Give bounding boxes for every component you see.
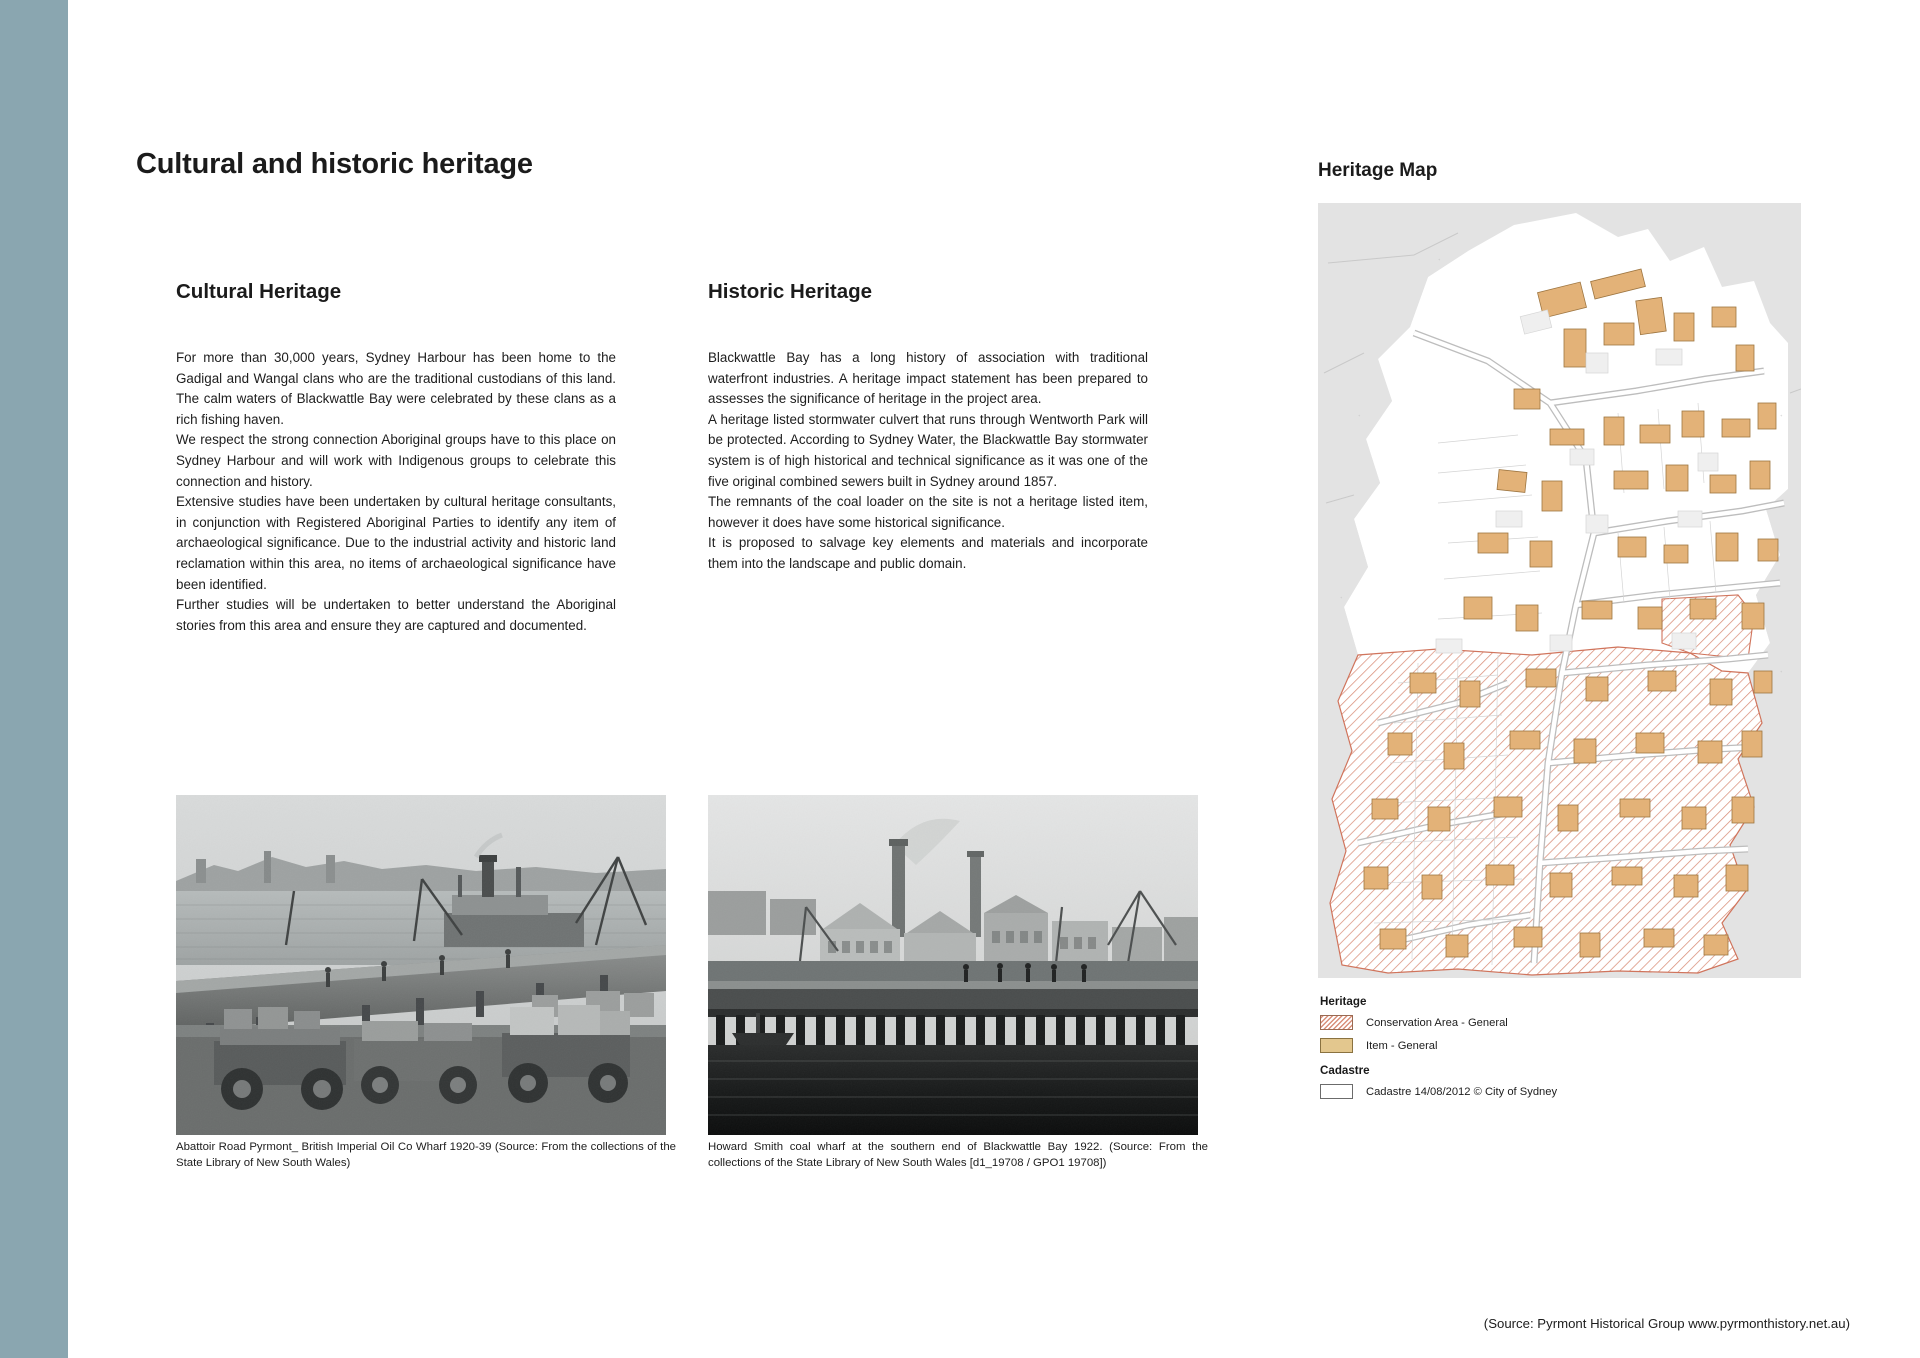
legend-label-cadastre: Cadastre 14/08/2012 © City of Sydney: [1366, 1085, 1558, 1098]
cultural-heritage-heading: Cultural Heritage: [176, 280, 342, 303]
legend-cadastre-heading: Cadastre: [1320, 1064, 1370, 1077]
historic-paragraph-4: It is proposed to salvage key elements and materials and incorporate them into the landscape and public domain.: [708, 535, 1148, 571]
legend-heritage-heading: Heritage: [1320, 995, 1367, 1008]
page-title: Cultural and historic heritage: [136, 148, 533, 180]
abattoir-road-photo-caption: Abattoir Road Pyrmont_ British Imperial Oil Co Wharf 1920-39 (Source: From the collections of the State Library of New South Wales): [176, 1141, 676, 1169]
legend-row-item-general: [1320, 1036, 1740, 1055]
howard-smith-coal-wharf-photo: [708, 795, 1198, 1135]
cultural-heritage-column: [176, 280, 616, 636]
cultural-heritage-body: [176, 348, 616, 636]
abattoir-road-pyrmont-wharf-photo: [176, 795, 666, 1135]
svg-text:+: +: [1340, 595, 1343, 600]
conservation-area-swatch-icon: [1320, 1015, 1353, 1030]
howard-smith-photo-caption: Howard Smith coal wharf at the southern end of Blackwattle Bay 1922. (Source: From the collections of the State Library of New South Wales [d1_19708 / GPO1 19708]): [708, 1141, 1208, 1169]
left-accent-bar: [0, 0, 68, 1358]
heritage-map-title: Heritage Map: [1318, 160, 1438, 181]
cultural-paragraph-2: We respect the strong connection Aboriginal groups have to this place on Sydney Harbour and will work with Indigenous groups to celebrate this connection and history.: [176, 432, 616, 489]
historic-paragraph-1: Blackwattle Bay has a long history of association with traditional waterfront industries. A heritage impact statement has been prepared to assesses the significance of heritage in the project area.: [708, 350, 1148, 407]
left-accent-bar-edge: [68, 0, 73, 1358]
legend-row-cadastre: [1320, 1082, 1740, 1101]
historic-heritage-heading: Historic Heritage: [708, 280, 873, 303]
heritage-map[interactable]: [1318, 203, 1801, 978]
legend-label-item-general: Item - General: [1366, 1039, 1438, 1052]
legend-row-conservation-area: [1320, 1013, 1740, 1032]
legend-label-conservation-area: Conservation Area - General: [1366, 1016, 1508, 1029]
historic-paragraph-3: The remnants of the coal loader on the site is not a heritage listed item, however it does have some historical significance.: [708, 494, 1148, 530]
cadastre-swatch-icon: [1320, 1084, 1353, 1099]
cultural-paragraph-4: Further studies will be undertaken to better understand the Aboriginal stories from this area and ensure they are captured and documented.: [176, 597, 616, 633]
cultural-paragraph-1: For more than 30,000 years, Sydney Harbour has been home to the Gadigal and Wangal clans who are the traditional custodians of this land. The calm waters of Blackwattle Bay were celebrated by these clans as a rich fishing haven.: [176, 350, 616, 427]
historic-heritage-column: [708, 280, 1148, 575]
historic-paragraph-2: A heritage listed stormwater culvert that runs through Wentworth Park will be protected. According to Sydney Water, the Blackwattle Bay stormwater system is of high historical and technical significance as it was one of the five original combined sewers built in Sydney around 1857.: [708, 411, 1148, 489]
svg-text:+: +: [1438, 257, 1441, 262]
cultural-paragraph-3: Extensive studies have been undertaken by cultural heritage consultants, in conjunction with Registered Aboriginal Parties to identify any item of archaeological significance. Due to the industrial activity and historic land reclamation within this area, no items of archaeological significance have been identified.: [176, 494, 616, 592]
svg-text:+: +: [1780, 413, 1783, 418]
svg-text:+: +: [1358, 413, 1361, 418]
historic-heritage-body: [708, 348, 1148, 575]
svg-text:+: +: [1780, 669, 1783, 674]
footer-source-credit: (Source: Pyrmont Historical Group www.pyrmonthistory.net.au): [1483, 1316, 1850, 1331]
heritage-map-legend: [1320, 995, 1740, 1105]
item-general-swatch-icon: [1320, 1038, 1353, 1053]
